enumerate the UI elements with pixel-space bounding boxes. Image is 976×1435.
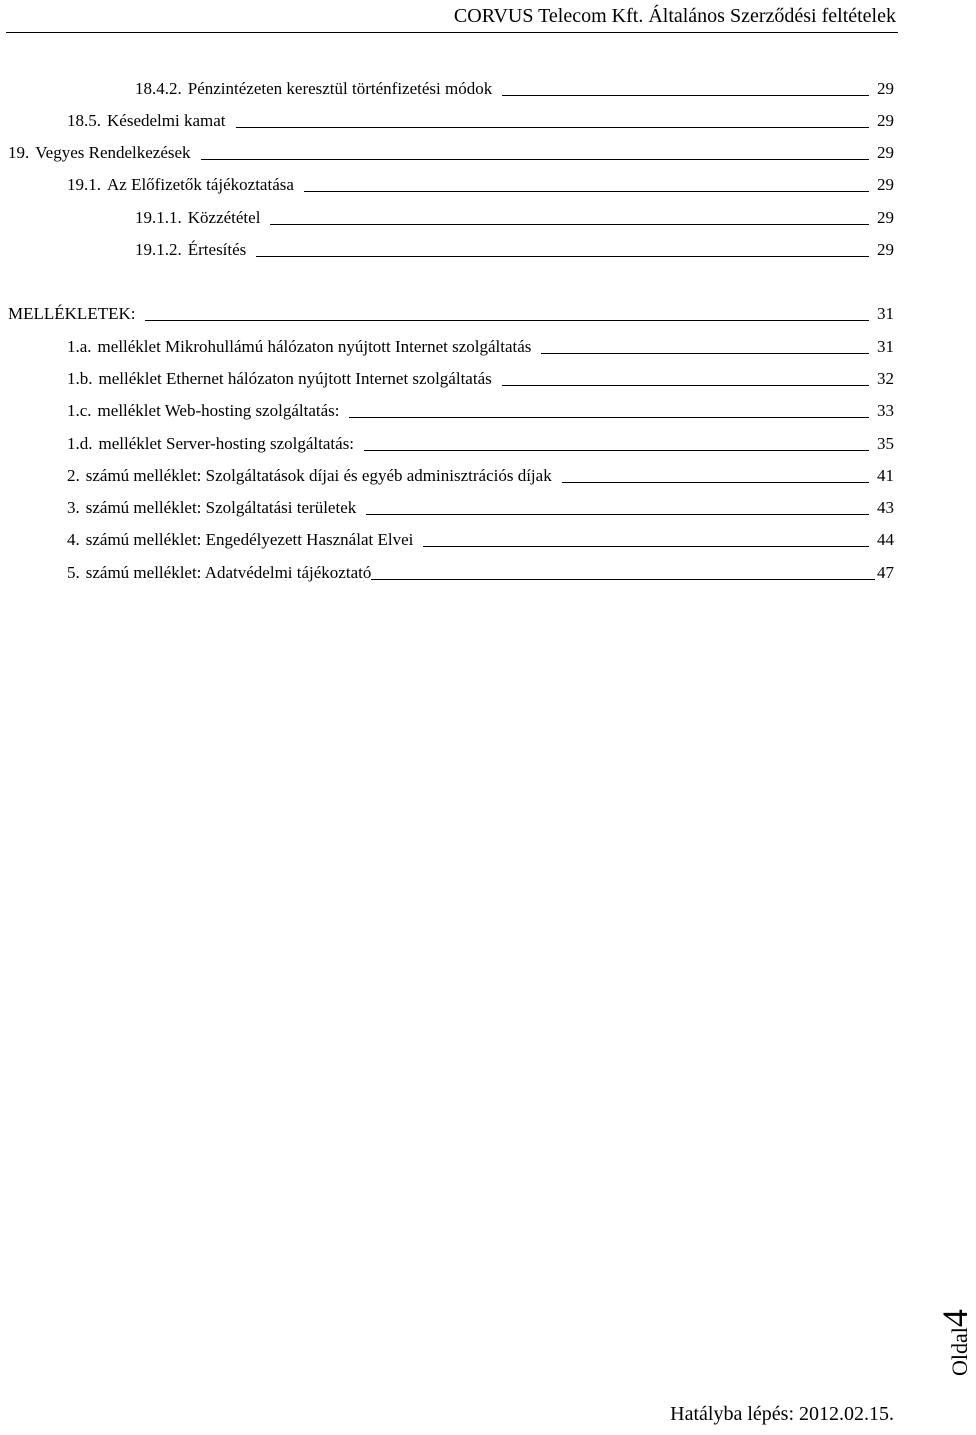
toc-leader-line [562,482,869,483]
toc-entry-title: Értesítés [187,240,247,259]
toc-entry-title: melléklet Server-hosting szolgáltatás: [98,434,355,453]
toc-leader-line [201,159,869,160]
toc-entry-page: 29 [877,143,894,162]
toc-entry-title: Közzététel [187,208,261,227]
toc-leader-line [502,95,869,96]
toc-leader-line [502,385,869,386]
toc-entry-page: 29 [877,240,894,259]
toc-entry-number: 19. [8,143,30,162]
toc-entry[interactable] [67,496,894,518]
toc-entry-title: Az Előfizetők tájékoztatása [107,175,294,194]
toc-entry-page: 29 [877,79,894,98]
toc-leader-line [364,450,869,451]
toc-entry-page: 31 [877,337,894,356]
toc-leader-line [304,191,869,192]
toc-entry-page: 43 [877,498,894,517]
toc-entry-number: 19.1.1. [135,208,182,227]
toc-leader-line [270,224,869,225]
toc-leader-line [256,256,869,257]
toc-entry-number: 18.5. [67,111,101,130]
toc-entry-title: Pénzintézeten keresztül történfizetési módok [187,79,493,98]
toc-leader-line [349,417,869,418]
effective-date-footer: Hatályba lépés: 2012.02.15. [670,1403,894,1425]
toc-entry[interactable] [67,367,894,389]
toc-entry-page: 44 [877,530,894,549]
toc-section-heading: MELLÉKLETEK: [8,304,136,323]
toc-leader-line [423,546,869,547]
toc-entry[interactable] [67,432,894,454]
header-divider [6,32,898,33]
toc-entry-number: 19.1.2. [135,240,182,259]
toc-entry-page: 32 [877,369,894,388]
toc-entry-title: számú melléklet: Szolgáltatási területek [85,498,357,517]
toc-entry-title: Késedelmi kamat [107,111,226,130]
toc-entry-number: 19.1. [67,175,101,194]
toc-entry-number: 18.4.2. [135,79,182,98]
toc-entry[interactable] [135,206,894,228]
toc-entry[interactable] [8,141,894,163]
page-number-label [928,1272,975,1382]
toc-entry-title: Vegyes Rendelkezések [35,143,191,162]
page-word: Oldal [947,1327,972,1376]
toc-entry-number: 5. [67,563,80,582]
toc-entry-number: 4. [67,530,80,549]
toc-leader-line [366,514,869,515]
toc-leader-line [371,579,875,580]
toc-entry-page: 41 [877,466,894,485]
toc-entry-title: melléklet Web-hosting szolgáltatás: [97,401,340,420]
toc-entry-number: 1.b. [67,369,93,388]
toc-entry[interactable] [135,77,894,99]
toc-entry[interactable] [67,528,894,550]
header-title: CORVUS Telecom Kft. Általános Szerződési feltételek [453,5,896,27]
toc-entry[interactable] [67,173,894,195]
toc-section-annexes[interactable] [8,302,894,324]
toc-entry-title: melléklet Ethernet hálózaton nyújtott Internet szolgáltatás [98,369,492,388]
toc-entry-page: 29 [877,208,894,227]
toc-leader-line [236,127,870,128]
toc-entry[interactable] [67,464,894,486]
toc-entry-number: 1.a. [67,337,92,356]
toc-entry[interactable] [67,561,894,583]
toc-entry-title: melléklet Mikrohullámú hálózaton nyújtott Internet szolgáltatás [97,337,532,356]
toc-entry[interactable] [67,399,894,421]
toc-leader-line [541,353,869,354]
toc-leader-line [145,320,869,321]
page-number: 4 [935,1309,975,1328]
toc-entry-title: számú melléklet: Szolgáltatások díjai és egyéb adminisztrációs díjak [85,466,552,485]
toc-entry-page: 29 [877,175,894,194]
toc-entry-number: 1.c. [67,401,92,420]
toc-entry[interactable] [67,109,894,131]
toc-entry-number: 2. [67,466,80,485]
toc-entry-page: 31 [877,304,894,323]
toc-entry-number: 1.d. [67,434,93,453]
toc-entry-page: 35 [877,434,894,453]
toc-entry-number: 3. [67,498,80,517]
toc-entry-page: 47 [877,563,894,582]
toc-entry-title: számú melléklet: Engedélyezett Használat Elvei [85,530,414,549]
toc-entry[interactable] [135,238,894,260]
toc-entry-page: 29 [877,111,894,130]
toc-entry-title: számú melléklet: Adatvédelmi tájékoztató [85,563,372,582]
toc-entry[interactable] [67,335,894,357]
toc-entry-page: 33 [877,401,894,420]
